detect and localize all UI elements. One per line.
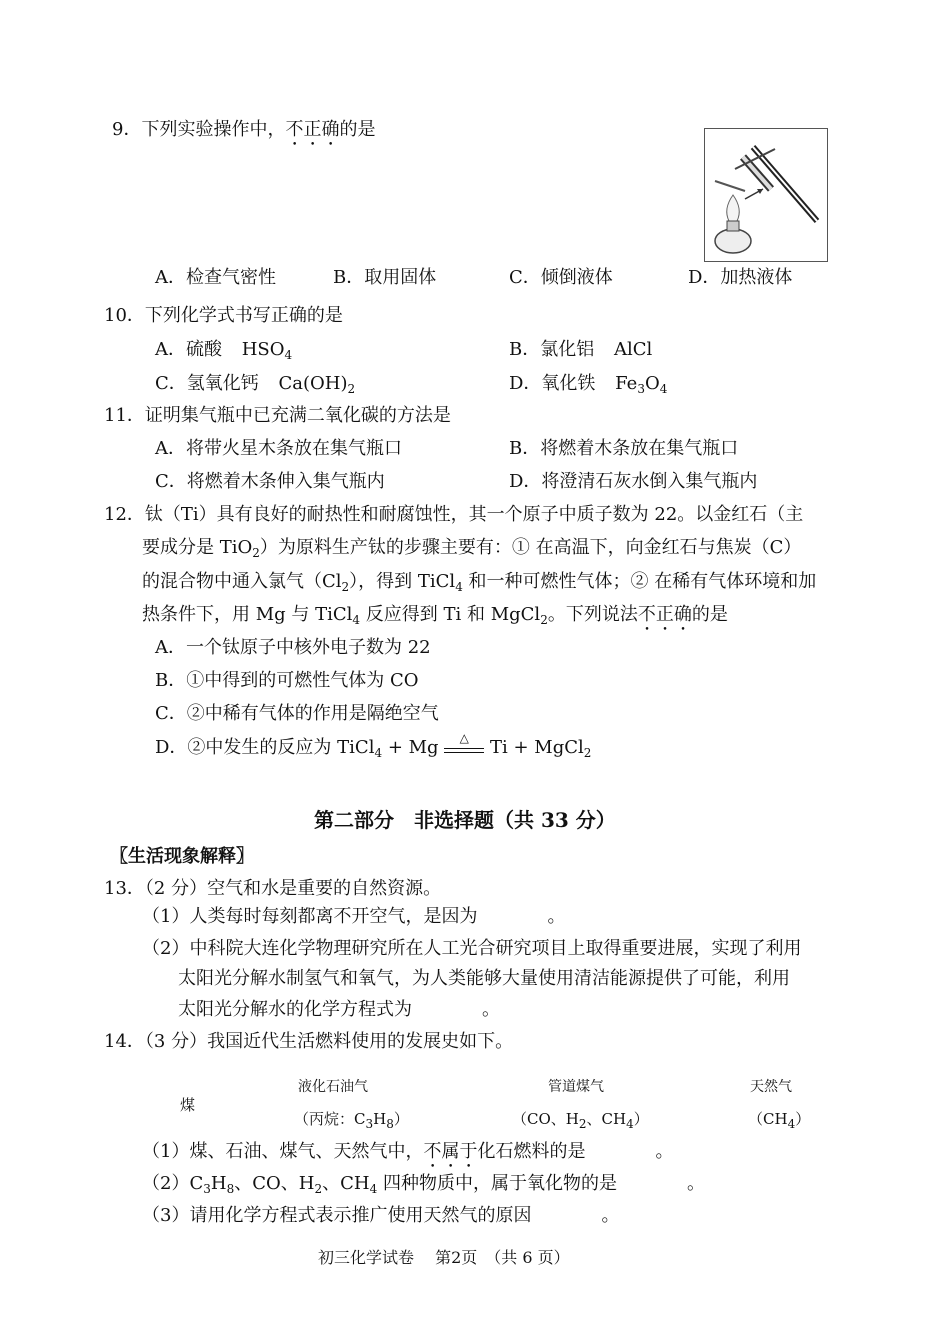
- q14-emphasis: 不属于: [423, 1141, 478, 1162]
- q11-stem-text: 证明集气瓶中已充满二氧化碳的方法是: [144, 405, 451, 426]
- q14-p1-a: （1）煤、石油、煤气、天然气中，: [142, 1141, 424, 1162]
- q12-option-b: B．①中得到的可燃性气体为 CO: [155, 670, 419, 691]
- pipe-formula-b: 、CH: [586, 1110, 627, 1128]
- q12-d-s1: 4: [374, 746, 383, 760]
- q10-c-formula: [279, 373, 356, 394]
- pipe-formula-c: ）: [633, 1110, 649, 1128]
- q10-option-b: [509, 338, 652, 362]
- q14-p2-a: （2）C: [142, 1173, 204, 1194]
- q14-p2-s2: 8: [226, 1182, 235, 1196]
- q12-line-1: [104, 503, 803, 527]
- q9-option-c: C．倾倒液体: [509, 267, 613, 288]
- q12-line2-a: 要成分是 TiO: [142, 537, 253, 558]
- q12-line4-s1: 4: [352, 613, 361, 627]
- q10-option-c: [155, 372, 355, 396]
- q10-a-formula-text: HSO: [241, 339, 285, 360]
- q11-option-d: D．将澄清石灰水倒入集气瓶内: [509, 471, 758, 492]
- q9-figure-heating-liquid: [704, 128, 828, 262]
- q12-line4-s2: 2: [540, 613, 548, 627]
- q13-part-2-line-2: 太阳光分解水制氢气和氧气，为人类能够大量使用清洁能源提供了可能，利用: [178, 968, 790, 989]
- q12-line4-d: 的是: [691, 604, 728, 625]
- lpg-formula-a: （丙烷：C: [294, 1110, 366, 1128]
- q12-line1-text: 钛（Ti）具有良好的耐热性和耐腐蚀性，其一个原子中质子数为 22。以金红石（主: [144, 504, 804, 525]
- test-tube-heating-icon: [705, 129, 827, 261]
- q12-line3-c: 和一种可燃性气体；② 在稀有气体环境和加: [462, 571, 817, 592]
- q13-p2-l3-text: 太阳光分解水的化学方程式为: [178, 999, 412, 1020]
- reaction-condition-sign: [444, 731, 484, 753]
- q10-a-sub: 4: [284, 348, 293, 362]
- q11-stem: [104, 404, 451, 428]
- pipe-formula-a: （CO、H: [512, 1110, 579, 1128]
- q9-stem: [112, 118, 375, 150]
- q14-part-3: [142, 1204, 619, 1228]
- q14-p2-d: 、CH: [322, 1173, 370, 1194]
- q13-p1-text: （1）人类每时每刻都离不开空气，是因为: [142, 906, 478, 927]
- q12-line4-c: 。下列说法: [547, 604, 638, 625]
- q14-part-1: [142, 1140, 673, 1172]
- q13-p2-l3-end: 。: [482, 999, 500, 1020]
- lpg-formula-s1: 3: [365, 1117, 374, 1131]
- q12-line-2: [142, 536, 801, 560]
- q10-d-formula: [615, 373, 667, 394]
- q14-p1-b: 化石燃料的是: [477, 1141, 586, 1162]
- q9-stem-b: 的是: [339, 119, 376, 140]
- page-footer: 初三化学试卷 第2页 （共 6 页）: [318, 1248, 570, 1267]
- q9-emphasis: 不正确: [285, 119, 340, 140]
- q12-line3-s1: 2: [341, 580, 350, 594]
- q14-p2-f: 。: [686, 1173, 705, 1194]
- q13-part-2-line-1: （2）中科院大连化学物理研究所在人工光合研究项目上取得重要进展，实现了利用: [142, 938, 802, 959]
- q14-p2-e: 四种物质中，属于氧化物的是: [377, 1173, 617, 1194]
- q14-p2-b: H: [210, 1173, 227, 1194]
- q12-line-3: [142, 570, 816, 594]
- fuel-lpg: 液化石油气: [298, 1079, 368, 1095]
- q12-d-a: D．②中发生的反应为 TiCl: [155, 737, 375, 758]
- q9-option-a: A．检查气密性: [155, 267, 276, 288]
- fuel-pipeline-gas-formula: [512, 1107, 649, 1131]
- heating-condition-icon: △: [459, 731, 469, 745]
- q9-option-b: B．取用固体: [333, 267, 437, 288]
- q10-stem-text: 下列化学式书写正确的是: [144, 305, 343, 326]
- q12-line3-s2: 4: [455, 580, 463, 594]
- q12-line2-sub: 2: [252, 546, 260, 560]
- pipe-formula-s2: 4: [626, 1117, 634, 1131]
- q12-d-c: Ti + MgCl: [484, 737, 584, 758]
- lpg-formula-c: ）: [393, 1110, 409, 1128]
- q12-option-c: C．②中稀有气体的作用是隔绝空气: [155, 703, 439, 724]
- q14-part-2: [142, 1172, 705, 1196]
- q11-option-c: C．将燃着木条伸入集气瓶内: [155, 471, 385, 492]
- q10-number: 10．: [104, 305, 145, 326]
- q13-part-1: [142, 905, 565, 929]
- q10-option-d: [509, 372, 667, 396]
- lpg-formula-s2: 8: [386, 1117, 394, 1131]
- q10-c-label: C．氢氧化钙: [155, 373, 259, 394]
- q10-d-f1: Fe: [615, 373, 638, 394]
- q14-p2-c: 、CO、H: [234, 1173, 315, 1194]
- fuel-natural-gas-formula: [748, 1107, 810, 1131]
- part2-title: 第二部分 非选择题（共 33 分）: [314, 808, 616, 832]
- q12-line2-b: ）为原料生产钛的步骤主要有：① 在高温下，向金红石与焦炭（C）: [259, 537, 802, 558]
- q13-stem-text: （2 分）空气和水是重要的自然资源。: [144, 878, 442, 899]
- fuel-pipeline-gas: 管道煤气: [548, 1079, 604, 1095]
- q10-c-formula-text: Ca(OH): [278, 373, 348, 394]
- q10-a-label: A．硫酸: [155, 339, 222, 360]
- q14-p2-s1: 3: [203, 1182, 211, 1196]
- q10-d-s1: 3: [637, 382, 645, 396]
- q13-stem: [104, 877, 441, 901]
- q14-p3-a: （3）请用化学方程式表示推广使用天然气的原因: [142, 1205, 532, 1226]
- q12-line4-b: 反应得到 Ti 和 MgCl: [360, 604, 541, 625]
- q11-number: 11．: [104, 405, 145, 426]
- q10-d-f2: O: [644, 373, 660, 394]
- q9-number: 9．: [112, 119, 142, 140]
- q13-number: 13．: [104, 878, 145, 899]
- q14-stem-text: （3 分）我国近代生活燃料使用的发展史如下。: [144, 1031, 514, 1052]
- q12-emphasis: 不正确: [637, 604, 692, 625]
- ng-formula-s: 4: [787, 1117, 796, 1131]
- q12-d-s2: 2: [583, 746, 592, 760]
- q10-c-sub: 2: [347, 382, 356, 396]
- q12-line3-a: 的混合物中通入氯气（Cl: [142, 571, 342, 592]
- fuel-natural-gas: 天然气: [750, 1079, 792, 1095]
- q13-part-2-line-3: [178, 998, 500, 1022]
- q10-b-formula: AlCl: [613, 339, 653, 360]
- q14-p1-c: 。: [655, 1141, 674, 1162]
- q14-number: 14．: [104, 1031, 145, 1052]
- q10-option-a: [155, 338, 292, 362]
- q9-stem-a: 下列实验操作中，: [141, 119, 286, 140]
- q10-a-formula: [242, 339, 292, 360]
- lpg-formula-b: H: [373, 1110, 387, 1128]
- q12-option-a: A．一个钛原子中核外电子数为 22: [155, 637, 431, 658]
- ng-formula-b: ）: [795, 1110, 811, 1128]
- section-heading: 〖生活现象解释〗: [110, 846, 254, 867]
- q14-p2-s3: 2: [314, 1182, 323, 1196]
- q9-option-d: D．加热液体: [688, 267, 793, 288]
- fuel-coal: 煤: [180, 1096, 196, 1114]
- pipe-formula-s1: 2: [578, 1117, 587, 1131]
- q13-p1-end: 。: [547, 906, 566, 927]
- q11-option-a: A．将带火星木条放在集气瓶口: [155, 438, 402, 459]
- q12-line-4: [142, 603, 728, 635]
- q14-p2-s4: 4: [369, 1182, 378, 1196]
- q10-stem: [104, 304, 343, 328]
- q12-option-d: [155, 731, 592, 760]
- q12-line3-b: ），得到 TiCl: [349, 571, 456, 592]
- q14-stem: [104, 1030, 513, 1054]
- q10-d-s2: 4: [659, 382, 668, 396]
- q14-p3-b: 。: [601, 1205, 620, 1226]
- q10-b-label: B．氯化铝: [509, 339, 595, 360]
- q12-line4-a: 热条件下，用 Mg 与 TiCl: [142, 604, 353, 625]
- q10-d-label: D．氧化铁: [509, 373, 596, 394]
- fuel-lpg-formula: [294, 1107, 409, 1131]
- ng-formula-a: （CH: [748, 1110, 788, 1128]
- q12-d-b: + Mg: [382, 737, 445, 758]
- q12-number: 12．: [104, 504, 145, 525]
- q11-option-b: B．将燃着木条放在集气瓶口: [509, 438, 739, 459]
